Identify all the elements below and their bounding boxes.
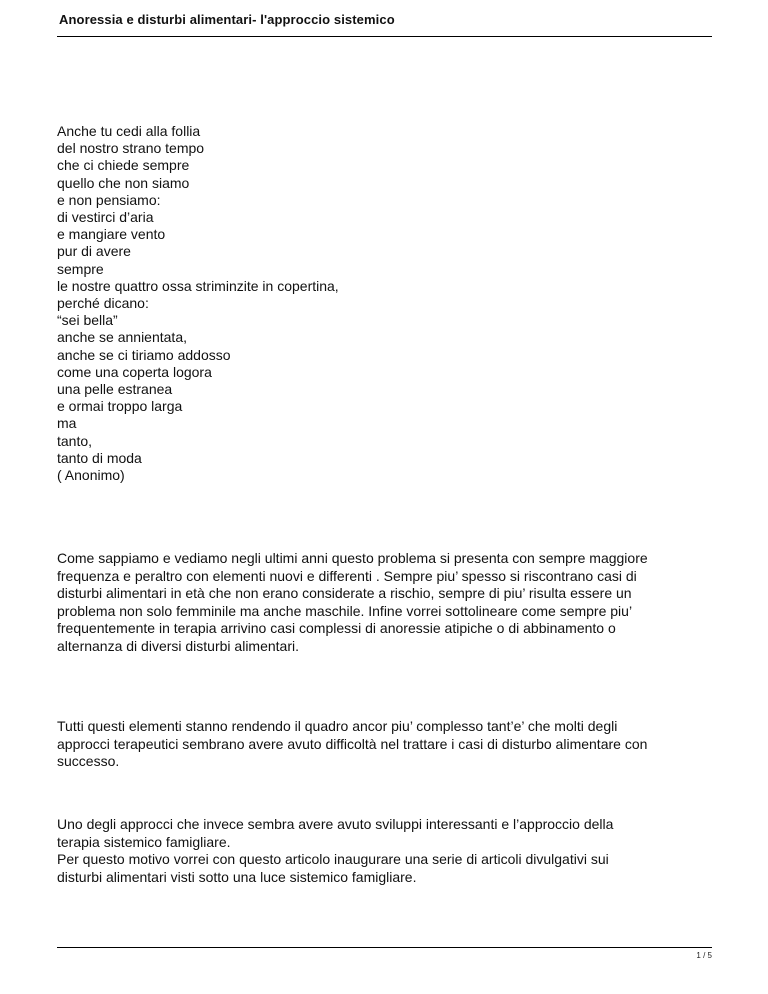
poem-line: tanto di moda — [57, 449, 142, 466]
paragraph-line: problema non solo femminile ma anche maschile. Infine vorrei sottolineare come sempre piu’ — [57, 602, 633, 619]
poem-line: di vestirci d’aria — [57, 209, 154, 226]
paragraph-line: Tutti questi elementi stanno rendendo il quadro ancor piu’ complesso tant’e’ che molti degli — [57, 718, 618, 734]
poem-line: pur di avere — [57, 243, 131, 260]
poem — [57, 123, 339, 484]
poem-line: Anche tu cedi alla follia — [57, 123, 201, 139]
poem-line: e mangiare vento — [57, 226, 166, 243]
poem-line: una pelle estranea — [57, 381, 173, 398]
poem-line: e ormai troppo larga — [57, 398, 183, 415]
poem-line: “sei bella” — [57, 312, 118, 329]
paragraph-line: disturbi alimentari visti sotto una luce sistemico famigliare. — [57, 868, 417, 885]
page-number: 1 / 5 — [696, 951, 712, 960]
poem-line: e non pensiamo: — [57, 191, 161, 208]
body-paragraph — [57, 718, 717, 771]
paragraph-line: alternanza di diversi disturbi alimentari. — [57, 637, 299, 654]
poem-attribution: ( Anonimo) — [57, 467, 125, 484]
poem-line: ma — [57, 415, 77, 432]
paragraph-line: disturbi alimentari in età che non erano considerate a rischio, sempre di piu’ risulta essere un — [57, 585, 632, 602]
poem-line: perché dicano: — [57, 295, 149, 312]
paragraph-line: Come sappiamo e vediamo negli ultimi anni questo problema si presenta con sempre maggiore — [57, 550, 648, 566]
poem-line: del nostro strano tempo — [57, 140, 205, 157]
poem-line: che ci chiede sempre — [57, 157, 190, 174]
paragraph-line: frequenza e peraltro con elementi nuovi e differenti . Sempre piu’ spesso si riscontrano casi di — [57, 567, 637, 584]
paragraph-line: terapia sistemico famigliare. — [57, 833, 231, 850]
poem-line: le nostre quattro ossa striminzite in copertina, — [57, 277, 339, 294]
poem-line: sempre — [57, 260, 104, 277]
poem-line: come una coperta logora — [57, 363, 212, 380]
page-header — [57, 12, 712, 37]
paragraph-line: Per questo motivo vorrei con questo articolo inaugurare una serie di articoli divulgativi sui — [57, 851, 609, 868]
poem-line: tanto, — [57, 432, 93, 449]
poem-line: quello che non siamo — [57, 174, 190, 191]
body-paragraph — [57, 550, 717, 656]
paragraph-line: approcci terapeutici sembrano avere avuto difficoltà nel trattare i casi di disturbo alimentare con — [57, 735, 648, 752]
poem-line: anche se ci tiriamo addosso — [57, 346, 231, 363]
paragraph-line: successo. — [57, 753, 120, 770]
document-title: Anoressia e disturbi alimentari- l'approccio sistemico — [59, 12, 395, 27]
body-paragraph — [57, 816, 717, 886]
paragraph-line: Uno degli approcci che invece sembra avere avuto sviluppi interessanti e l’approccio della — [57, 816, 614, 832]
page-footer — [57, 947, 712, 960]
poem-line: anche se annientata, — [57, 329, 187, 346]
paragraph-line: frequentemente in terapia arrivino casi complessi di anoressie atipiche o di abbinamento o — [57, 620, 616, 637]
